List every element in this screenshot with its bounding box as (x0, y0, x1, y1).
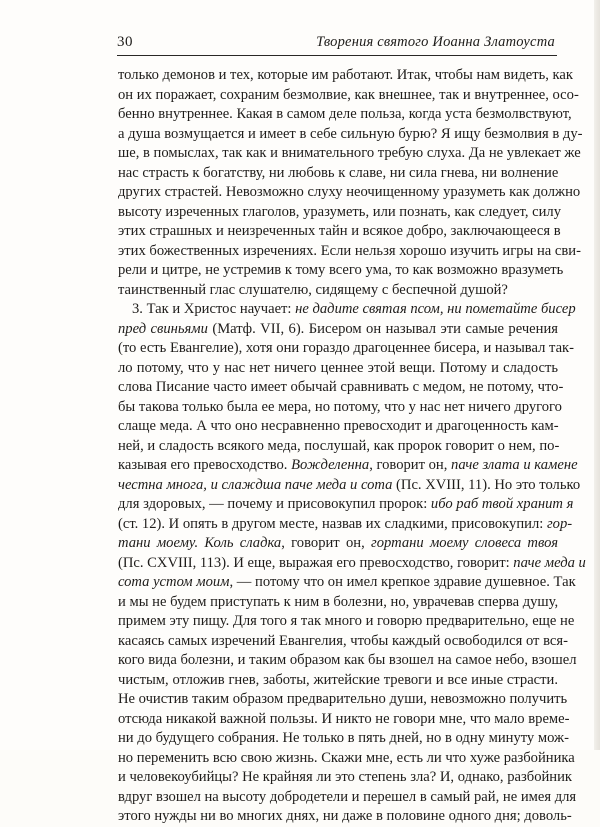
text-run: слова Писание часто имеет обычай сравнивать с медом, не потому, что- (118, 379, 564, 395)
text-run: вдруг взошел на высоту добродетели и перешел в самый рай, не имея для (118, 788, 577, 805)
text-run: (ст. 12). И опять в другом месте, назвав их сладкими, присовокупил: (118, 515, 547, 532)
text-run: касаясь самых изречений Евангелия, чтобы каждый освободился от вся- (118, 632, 568, 649)
text-line (118, 417, 558, 437)
page-number: 30 (117, 34, 133, 50)
text-line (118, 612, 575, 632)
text-line (118, 378, 564, 398)
text-run: 3. Так и Христос научает: (132, 301, 296, 317)
text-line (118, 456, 578, 476)
text-line (118, 261, 564, 281)
text-line (118, 437, 558, 457)
text-line (118, 593, 558, 613)
italic-quote: гортани моему словеса твоя (371, 535, 558, 551)
text-run: Не очистив таким образом предварительно души, невозможно получить (118, 691, 568, 707)
text-line (118, 320, 558, 340)
text-line (118, 768, 573, 788)
text-line (118, 222, 561, 242)
text-line (118, 573, 576, 593)
text-run: (Матф. VII, 6). Бисером он называл эти самые речения (207, 320, 558, 337)
text-line (118, 788, 577, 808)
text-line (118, 398, 562, 418)
italic-quote: тани моему. Коль сладка (118, 535, 282, 551)
text-run: , говорит он, (369, 457, 452, 473)
italic-quote: сота устом моим (118, 574, 230, 590)
text-run: таинственный глас слушателю, сидящему с беспечной душой? (118, 281, 508, 298)
text-line (118, 281, 558, 301)
text-run: бы такова только была ее мера, но потому, что у нас нет ничего другого (118, 398, 562, 415)
text-run: слаще меда. А что оно несравненно превосходит и драгоценность кам- (118, 418, 559, 434)
text-run: чистым, отложив гнев, заботы, житейские тревоги и все иные страсти. (118, 671, 558, 688)
header-rule (117, 55, 557, 56)
running-title: Творения святого Иоанна Златоуста (316, 34, 555, 50)
text-run: и мы не будем приступать к ним в болезни, но, уврачевав сперва душу, (118, 593, 559, 610)
text-run: (Пс. CXVIII, 113). И еще, выражая его превосходство, говорит: (118, 554, 514, 571)
text-run: ше, в помыслах, так как и внимательного требую слуха. Да не увлекает же (118, 145, 581, 161)
text-line (118, 690, 568, 710)
text-run: а душа возмущается и имеет в себе сильную бурю? Я ищу безмолвия в ду- (118, 125, 583, 142)
text-line (118, 495, 574, 515)
text-run: других страстей. Невозможно слуху неочищенному уразуметь как должно (118, 184, 581, 200)
text-line (118, 710, 570, 730)
text-line (118, 515, 573, 535)
text-line (118, 534, 558, 554)
paragraph (118, 300, 586, 827)
italic-quote: паче меда и (513, 554, 586, 571)
italic-quote: не дадите святая псом, ни пометайте бисер (295, 301, 576, 317)
text-line (118, 476, 581, 496)
text-line (118, 359, 558, 379)
italic-quote: Вожделенна (291, 457, 370, 473)
text-run: но переменить всю свою жизнь. Скажи мне, есть ли что хуже разбойника (118, 749, 575, 766)
italic-quote: ибо раб твой хранит я (430, 496, 574, 512)
page-edge (594, 0, 600, 750)
text-line (118, 164, 558, 184)
text-line (118, 339, 575, 359)
text-line (118, 554, 586, 574)
text-run: он их поражает, сохраним безмолвие, как внешнее, так и внутреннее, осо- (118, 86, 579, 103)
italic-quote: гор- (546, 515, 573, 532)
text-run: и человекоубийцы? Не крайняя ли это степень зла? И, однако, разбойник (118, 769, 573, 785)
text-line (118, 729, 569, 749)
text-run: рели и цитре, не устремив к тому всего ума, то как возможно вразуметь (118, 262, 564, 278)
text-line (118, 203, 561, 223)
page-header (117, 32, 555, 52)
text-line (118, 632, 568, 652)
text-run: только демонов и тех, которые им работают. Итак, чтобы нам видеть, как (118, 67, 573, 83)
paragraph (118, 66, 583, 300)
text-run: ло потому, что у нас нет ничего ценнее этой вещи. Потому и сладость (118, 359, 558, 376)
text-line (118, 651, 577, 671)
text-line (118, 671, 558, 691)
italic-quote: пред свиньями (118, 320, 208, 337)
text-run: для здоровых, — почему и присовокупил пророк: (118, 496, 431, 512)
text-run: ни до будущего собрания. Не только в пять дней, но в одну минуту мож- (118, 730, 569, 746)
text-line (118, 66, 573, 86)
text-run: казывая его превосходство. (118, 457, 292, 473)
italic-quote: паче злата и камене (451, 457, 578, 473)
text-line (118, 86, 579, 106)
text-run: отсюда никакой важной пользы. И никто не говори мне, что мало време- (118, 710, 570, 727)
text-line (118, 105, 572, 125)
text-run: бенно внутреннее. Какая в самом деле польза, когда уста безмолвствуют, (118, 106, 572, 122)
text-run: высоту изреченных глаголов, уразуметь, или познать, как следует, силу (118, 203, 561, 220)
text-run: этих страшных и неизреченных тайн и всякое добро, заключающееся в (118, 223, 561, 239)
text-line (118, 300, 576, 320)
text-run: примем эту пищу. Для того я так много и говорю предварительно, еще не (118, 613, 575, 629)
text-run: (Пс. XVIII, 11). Но это только (392, 476, 581, 493)
text-run: , — потому что он имел крепкое здравие душевное. Так (229, 574, 576, 590)
text-line (118, 749, 575, 769)
text-line (118, 144, 581, 164)
text-run: (то есть Евангелие), хотя они гораздо драгоценнее бисера, и называл так- (118, 340, 575, 356)
text-run: , говорит он, (281, 535, 372, 551)
text-run: ней, и сладость всякого меда, послушай, как пророк говорит о нем, по- (118, 437, 560, 454)
body-text (118, 66, 586, 827)
text-line (118, 807, 572, 827)
text-run: этого нужды ни во многих днях, ни даже в половине одного дня; доволь- (118, 808, 572, 824)
text-run: этих божественных изречениях. Если нельзя хорошо изучить игры на сви- (118, 242, 581, 259)
text-run: кого вида болезни, и таким образом как бы взошел на самое небо, взошел (118, 652, 577, 668)
text-line (118, 183, 581, 203)
text-run: нас страсть к богатству, ни любовь к славе, ни сила гнева, ни волнение (118, 164, 559, 181)
italic-quote: честна многа, и слаждша паче меда и сота (118, 476, 393, 493)
text-line (118, 242, 581, 262)
text-line (118, 125, 583, 145)
